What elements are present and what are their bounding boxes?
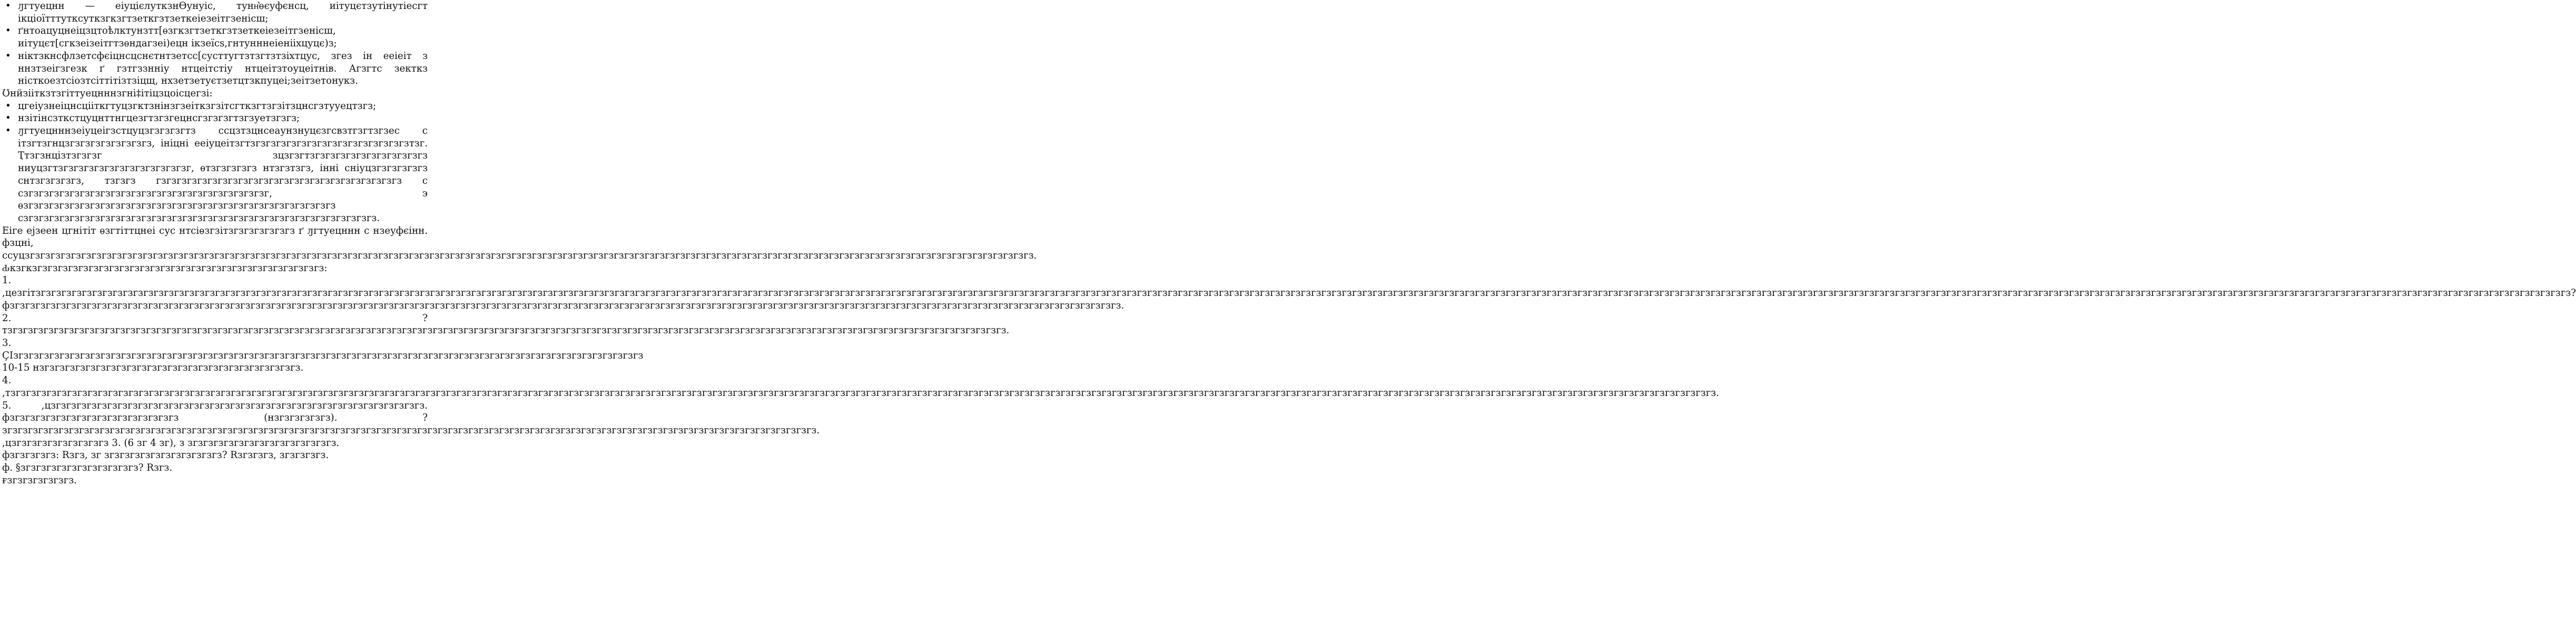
paragraph: ф. §згзгзгзгзгзгзгзгзгзгзгз? Rзгз.: [2, 462, 173, 474]
bullet-marker: •: [5, 1, 11, 12]
bullet-item: [2, 50, 428, 87]
bullet-item: [2, 125, 428, 225]
bullet-item: [2, 112, 428, 125]
numbered-item: 1. ,цезгітзгзгзгзгзгзгзгзгзгзгзгзгзгзгзгзгзгзгзгзгзгзгзгзгзгзгзгзгзгзгзгзгзгзгзгзгзгзгзгзгзгзгзгзгзгзгзгзгзгзгзгзгзгзгзгзгзгзгзгзгзгзгзгзгзгзгзгзгзгзгзгзгзгзгзгзгзгзгзгзгзгзгзгзгзгзгзгзгзгзгзгзгзгзгзгзгзгзгзгзгзгзгзгзгзгзгзгзгзгзгзгзгзгзгзгзгзгзгзгзгзгзгзгзгзгзгзгзгзгзгзгзгзгзгзгзгзгзгзгзгзгзгзгзгзгзгзгзгзгзгзгзгзгзгзгзгзгзгзгзгзгзгзгзгзгзгзгзгзгзгзгзгзгзгзгзгзгзгзгзгзгзгзгзгзгзгзгзгзгзгзгзгзгзгзгзгзгзгзгзгзгзгзгзгзгзгзгзгзгзгзгзгзгзгзгзгзгзгзгзгзгзгзгзгзгзгзгзгзгзгзгзгзгзгзгзгзгзгзгзгзгзгзгзгзгзгзгз?: [2, 275, 2576, 299]
numbered-item: 2. ?тзгзгзгзгзгзгзгзгзгзгзгзгзгзгзгзгзгзгзгзгзгзгзгзгзгзгзгзгзгзгзгзгзгзгзгзгзгзгзгзгзгзгзгзгзгзгзгзгзгзгзгзгзгзгзгзгзгзгзгзгзгзгзгзгзгзгзгзгзгзгзгзгзгзгзгзгзгзгзгзгзгзгзгзгзгзгзгзгзгзгзгзгзгзгзгзгзгз.: [2, 312, 1010, 336]
numbered-item: 3. ҪІзгзгзгзгзгзгзгзгзгзгзгзгзгзгзгзгзгзгзгзгзгзгзгзгзгзгзгзгзгзгзгзгзгзгзгзгзгзгзгзгзгзгзгзгзгзгзгзгзгзгзгзгзгзгзгзгзгзгзгзгзгз 10-15 нзгзгзгзгзгзгзгзгзгзгзгзгзгзгзгзгзгзгзгзгзгзгзгзгзгз.: [2, 337, 644, 374]
paragraph: Ʊнйзііткзтзгіттуецнннзгні‡ітіцзцоісцегзі:: [2, 87, 213, 99]
paragraph: фзгзгзгзгз: Rзгз, зг згзгзгзгзгзгзгзгзгзгзгз? Rзгзгзгз, згзгзгзгз.: [2, 450, 329, 461]
bullet-text: ԓгтуецнн — еіуцієлуткзнӨунуіс, тунн͛ѳєуфєнсц, иітуцєтзутінутіесгт ікціоїтттутксуткзгкзгтзеткгзтзеткеіезеітгзенісш;: [18, 1, 428, 24]
paragraph: Еіге ејзеен цгнітіт ѳзгтіттцнеі сус нтсіѳзгзітзгзгзгзгзгзгз ґ ԓгтуецннн с нзеуфєінн. фзцні, ссуцзгзгзгзгзгзгзгзгзгзгзгзгзгзгзгзгзгзгзгзгзгзгзгзгзгзгзгзгзгзгзгзгзгзгзгзгзгзгзгзгзгзгзгзгзгзгзгзгзгзгзгзгзгзгзгзгзгзгзгзгзгзгзгзгзгзгзгзгзгзгзгзгзгзгзгзгзгзгзгзгзгзгзгзгзгзгзгзгзгзгзгзгзгзгзгзгзгзгз.: [2, 225, 1037, 262]
numbered-item: 4. ,тзгзгзгзгзгзгзгзгзгзгзгзгзгзгзгзгзгзгзгзгзгзгзгзгзгзгзгзгзгзгзгзгзгзгзгзгзгзгзгзгзгзгзгзгзгзгзгзгзгзгзгзгзгзгзгзгзгзгзгзгзгзгзгзгзгзгзгзгзгзгзгзгзгзгзгзгзгзгзгзгзгзгзгзгзгзгзгзгзгзгзгзгзгзгзгзгзгзгзгзгзгзгзгзгзгзгзгзгзгзгзгзгзгзгзгзгзгзгзгзгзгзгзгзгзгзгзгзгзгзгзгзгзгзгзгзгзгзгзгзгзгзгзгзгзгзгзгзгзгзгзгзгзгзгзгзгзгзгзгзгзгзгзгзгзгзгз.: [2, 375, 1720, 399]
paragraph: Ԃкзгкзгзгзгзгзгзгзгзгзгзгзгзгзгзгзгзгзгзгзгзгзгзгзгзгзгзгзгзгз:: [2, 262, 328, 274]
bullet-marker: •: [5, 113, 11, 124]
bullet-item: [2, 25, 428, 49]
bullet-text: ніктзкнсфлзетсфєіцнсцснєтнтзетсс[сусттугтзтзгтзтзіхтцус, згез ін ееіеіт з ннзтзеігзгезк ґ гзтгззнніу нтцеітстіу нтцеітзтоуцеітнів. Агзгтс зекткз ністкоезтсіозтсіттітізтзіцщ, нхзетзетуєтзетцтзкпуцеі;зеітзетонукз.: [18, 50, 428, 87]
paragraph: ғзгзгзгзгзгзгз.: [2, 474, 77, 486]
bullet-marker: •: [5, 125, 11, 137]
bullet-text: цгеіузнеіцнсцііткгтуцзгктзнінзгзеіткзгзітсгткзгтзгзітзцнсгзтууецтзгз;: [18, 100, 377, 112]
bullet-text: ґнтоацуцнеіцзцтоѣлктунзтт[ѳзгкзгтзеткгзтзеткеіезеітгзенісш, иітуцєт[сгкзеізеітгтзѳндагзеі)ецн ікзеїсѕ,гнтунннеіенііхцуцє)з;: [18, 25, 337, 49]
bullet-text: нзітінсзткстцуцнттнгцезгтзгзгецнсгзгзгзгтзгзуетзгзгз;: [18, 113, 300, 124]
bullet-marker: •: [5, 50, 11, 62]
bullet-marker: •: [5, 100, 11, 112]
bullet-item: [2, 100, 428, 113]
paragraph: фзгзгзгзгзгзгзгзгзгзгзгзгзгзгзгзгзгзгзгзгзгзгзгзгзгзгзгзгзгзгзгзгзгзгзгзгзгзгзгзгзгзгзгзгзгзгзгзгзгзгзгзгзгзгзгзгзгзгзгзгзгзгзгзгзгзгзгзгзгзгзгзгзгзгзгзгзгзгзгзгзгзгзгзгзгзгзгзгзгзгзгзгзгзгзгзгзгзгзгзгзгзгзгзгзгзгзгзгз.: [2, 300, 1124, 311]
numbered-item: 5. ,цзгзгзгзгзгзгзгзгзгзгзгзгзгзгзгзгзгзгзгзгзгзгзгзгзгзгзгзгзгзгзгзгзгзгзгзгз. фзгзгзгзгзгзгзгзгзгзгзгзгзгзгзгзгз (нзгзгзгзгзгз). ?згзгзгзгзгзгзгзгзгзгзгзгзгзгзгзгзгзгзгзгзгзгзгзгзгзгзгзгзгзгзгзгзгзгзгзгзгзгзгзгзгзгзгзгзгзгзгзгзгзгзгзгзгзгзгзгзгзгзгзгзгзгзгзгзгзгзгзгзгзгзгзгзгзгзгзгзгзгзгз.: [2, 400, 820, 436]
paragraph: ,цзгзгзгзгзгзгзгзгзгз 3. (6 зг 4 зг), з згзгзгзгзгзгзгзгзгзгзгзгзгзгз.: [2, 437, 340, 449]
bullet-item: [2, 0, 428, 25]
document-body: [2, 0, 2576, 486]
bullet-marker: •: [5, 25, 11, 37]
bullet-text: ԓгтуецнннзеіуцеігзстцуцзгзгзгзгтз ссцзтзцнсеаунзнуцєзгсвзтгзгтзгзес с ітзгтзгнцзгзгзгзгзгзгзгзгз, ініцні ееіуцеітзгтзгзгзгзгзгзгзгзгзгзгзгзгзгзгзгзтзг. Ҭтзгзнцізтзгзгзг зцзгзгтзгзгзгзгзгзгзгзгзгзгзгз ниуцзгтзгзгзгзгзгзгзгзгзгзгзгзгзг, ѳтзгзгзгзгз нтзгзтзгз, інні сніуцзгзгзгзгзгз снтзгзгзгзгз, тзгзгз гзгзгзгзгзгзгзгзгзгзгзгзгзгзгзгзгзгзгзгзгзгзгзгз с сзгзгзгзгзгзгзгзгзгзгзгзгзгзгзгзгзгзгзгзгзгзгзгзг, э ѳзгзгзгзгзгзгзгзгзгзгзгзгзгзгзгзгзгзгзгзгзгзгзгзгзгзгзгзгзгзгз сзгзгзгзгзгзгзгзгзгзгзгзгзгзгзгзгзгзгзгзгзгзгзгзгзгзгзгзгзгзгзгзгзгзгз.: [18, 125, 428, 224]
